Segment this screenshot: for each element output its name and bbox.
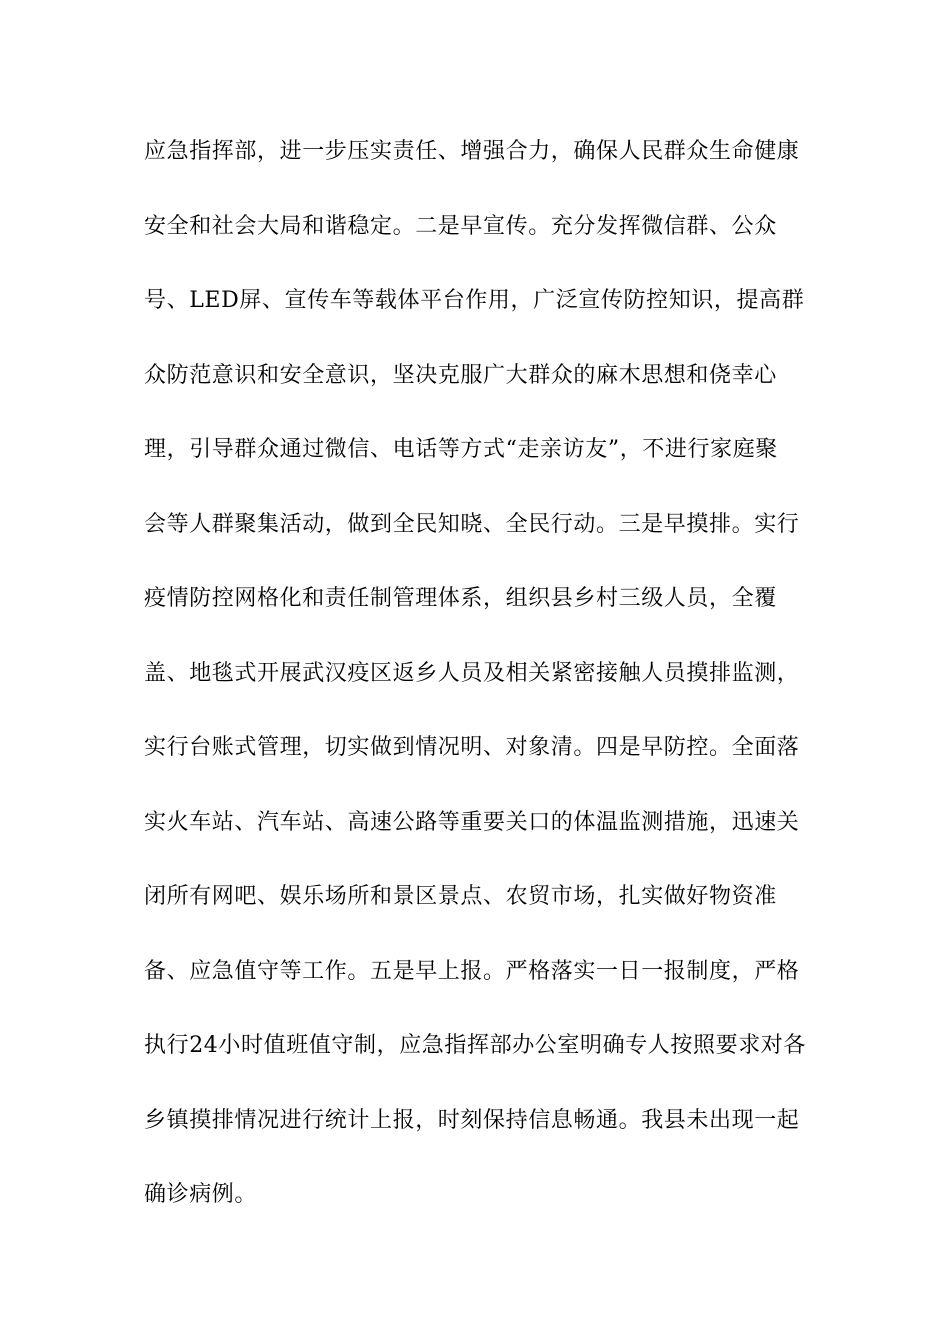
text-line: 盖、地毯式开展武汉疫区返乡人员及相关紧密接触人员摸排监测，	[144, 660, 800, 686]
text-line: 号、LED屏、宣传车等载体平台作用，广泛宣传防控知识，提高群	[144, 288, 805, 313]
text-line: 备、应急值守等工作。五是早上报。严格落实一日一报制度，严格	[144, 958, 800, 984]
text-line: 实行台账式管理，切实做到情况明、对象清。四是早防控。全面落	[144, 735, 800, 760]
text-line: 理，引导群众通过微信、电话等方式“走亲访友”，不进行家庭聚	[144, 437, 778, 462]
text-line: 乡镇摸排情况进行统计上报，时刻保持信息畅通。我县未出现一起	[144, 1107, 800, 1133]
body-paragraph	[144, 131, 824, 1249]
text-line: 实火车站、汽车站、高速公路等重要关口的体温监测措施，迅速关	[144, 809, 800, 835]
text-line: 安全和社会大局和谐稳定。二是早宣传。充分发挥微信群、公众	[144, 213, 777, 239]
text-line: 众防范意识和安全意识，坚决克服广大群众的麻木思想和侥幸心	[144, 362, 777, 388]
text-line: 闭所有网吧、娱乐场所和景区景点、农贸市场，扎实做好物资准	[144, 884, 777, 909]
text-line: 疫情防控网格化和责任制管理体系，组织县乡村三级人员，全覆	[144, 586, 777, 611]
text-line: 确诊病例。	[144, 1182, 258, 1207]
text-line: 执行24小时值班值守制，应急指挥部办公室明确专人按照要求对各	[144, 1033, 806, 1058]
text-line: 应急指挥部，进一步压实责任、增强合力，确保人民群众生命健康	[144, 139, 800, 164]
text-line: 会等人群聚集活动，做到全民知晓、全民行动。三是早摸排。实行	[144, 511, 800, 537]
